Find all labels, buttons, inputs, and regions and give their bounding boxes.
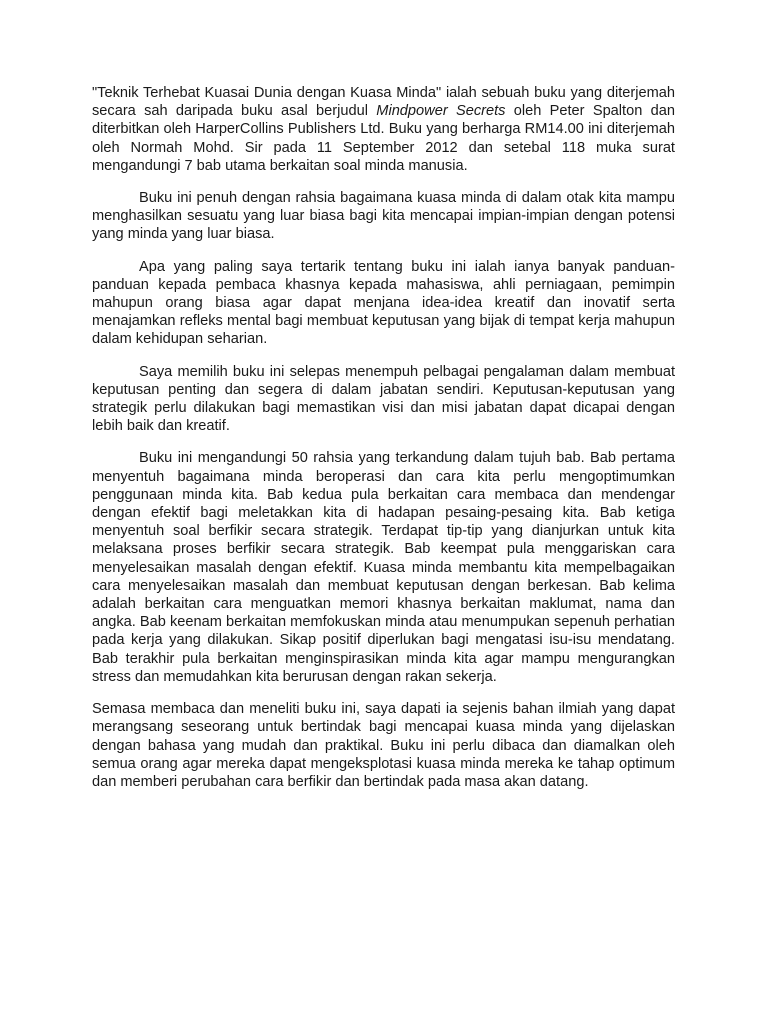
- paragraph-conclusion: Semasa membaca dan meneliti buku ini, saya dapati ia sejenis bahan ilmiah yang dapat merangsang seseorang untuk bertindak bagi mencapai kuasa minda yang dijelaskan dengan bahasa yang mudah dan praktikal. Buku ini perlu dibaca dan diamalkan oleh semua orang agar mereka dapat mengeksplotasi kuasa minda mereka ke tahap optimum dan memberi perubahan cara berfikir dan bertindak pada masa akan datang.: [92, 701, 675, 790]
- paragraph-book-summary: Buku ini penuh dengan rahsia bagaimana kuasa minda di dalam otak kita mampu menghasilkan sesuatu yang luar biasa bagi kita mencapai impian-impian dengan potensi yang minda yang luar biasa.: [92, 190, 675, 243]
- intro-text-end: oleh Peter Spalton dan diterbitkan oleh HarperCollins Publishers Ltd. Buku yang berharga RM14.00 ini diterjemah oleh Normah Mohd. Sir pada 11 September 2012 dan setebal 118 muka surat mengandungi 7 bab utama berkaitan soal minda manusia.: [92, 103, 675, 174]
- paragraph-interest: Apa yang paling saya tertarik tentang buku ini ialah ianya banyak panduan-panduan kepada pembaca khasnya kepada mahasiswa, ahli perniagaan, pemimpin mahupun orang biasa agar dapat menjana idea-idea kreatif dan inovatif serta menajamkan refleks mental bagi membuat keputusan yang bijak di tempat kerja mahupun dalam kehidupan seharian.: [92, 258, 675, 348]
- paragraph-chapters: Buku ini mengandungi 50 rahsia yang terkandung dalam tujuh bab. Bab pertama menyentuh bagaimana minda beroperasi dan cara kita perlu mengoptimumkan penggunaan minda kita. Bab kedua pula berkaitan cara membaca dan mendengar dengan efektif bagi meletakkan kita di hadapan pesaing-pesaing kita. Bab ketiga menyentuh soal berfikir secara strategik. Terdapat tip-tip yang dianjurkan untuk kita melaksana proses berfikir secara strategik. Bab keempat pula menggariskan cara menyelesaikan masalah dengan efektif. Kuasa minda membantu kita mempelbagaikan cara menyelesaikan masalah dan membuat keputusan dengan berkesan. Bab kelima adalah berkaitan cara menguatkan memori khasnya berkaitan maklumat, nama dan angka. Bab keenam berkaitan memfokuskan minda atau menumpukan sepenuh perhatian pada kerja yang dilakukan. Sikap positif diperlukan bagi mengatasi isu-isu mendatang. Bab terakhir pula berkaitan menginspirasikan minda kita agar mampu mengurangkan stress dan memudahkan kita berurusan dengan rakan sekerja.: [92, 450, 675, 685]
- paragraph-reason: Saya memilih buku ini selepas menempuh pelbagai pengalaman dalam membuat keputusan penting dan segera di dalam jabatan sendiri. Keputusan-keputusan yang strategik perlu dilakukan bagi memastikan visi dan misi jabatan dapat dicapai dengan lebih baik dan kreatif.: [92, 363, 675, 435]
- book-original-title: Mindpower Secrets: [376, 103, 506, 120]
- intro-text-start: "Teknik Terhebat Kuasai Dunia dengan Kuasa Minda" ialah sebuah buku yang diterjemah secara sah daripada buku asal berjudul: [92, 85, 675, 120]
- paragraph-intro: [92, 84, 675, 175]
- document-page: [92, 84, 675, 805]
